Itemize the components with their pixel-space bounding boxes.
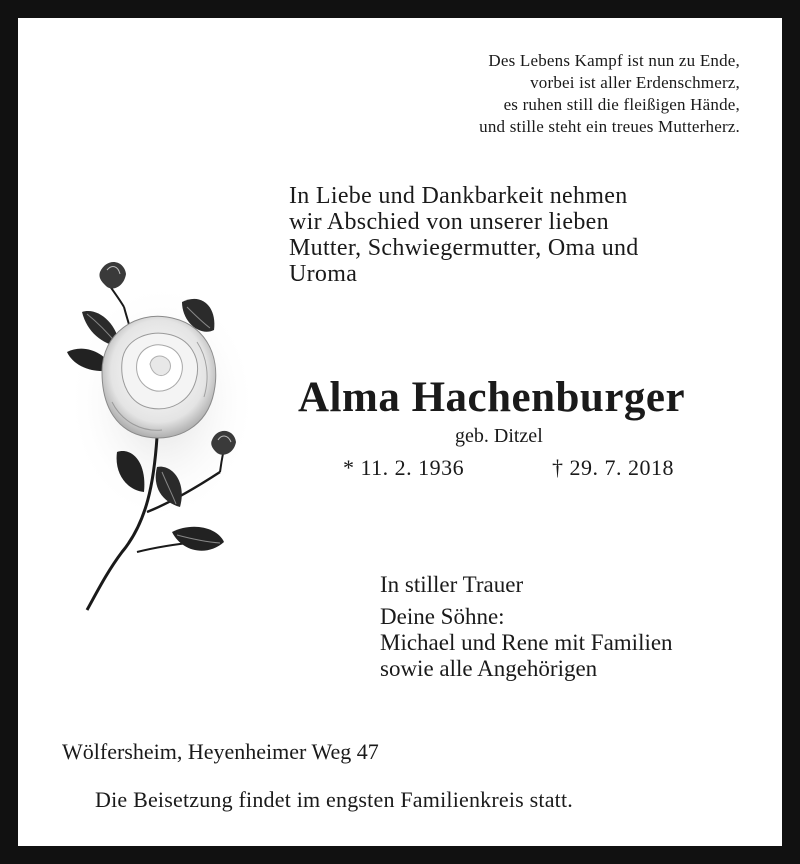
mourners-line: Deine Söhne: xyxy=(380,604,505,629)
farewell-intro xyxy=(289,183,639,287)
deceased-name: Alma Hachenburger xyxy=(298,374,686,421)
death-date: † 29. 7. 2018 xyxy=(552,455,674,480)
poem-line: es ruhen still die fleißigen Hände, xyxy=(503,95,740,114)
poem-verse xyxy=(479,50,740,138)
poem-line: und stille steht ein treues Mutterherz. xyxy=(479,117,740,136)
address: Wölfersheim, Heyenheimer Weg 47 xyxy=(62,739,379,764)
mourners-heading: In stiller Trauer xyxy=(380,572,524,597)
intro-line: In Liebe und Dankbarkeit nehmen xyxy=(289,183,628,209)
birth-date: * 11. 2. 1936 xyxy=(343,455,465,480)
poem-line: Des Lebens Kampf ist nun zu Ende, xyxy=(488,51,740,70)
mourners-line: sowie alle Angehörigen xyxy=(380,656,598,681)
mourners-block xyxy=(380,572,673,682)
intro-line: wir Abschied von unserer lieben xyxy=(289,209,609,235)
intro-line: Uroma xyxy=(289,261,358,287)
poem-line: vorbei ist aller Erdenschmerz, xyxy=(530,73,740,92)
funeral-note: Die Beisetzung findet im engsten Familienkreis statt. xyxy=(95,787,574,812)
mourners-line: Michael und Rene mit Familien xyxy=(380,630,673,655)
maiden-name: geb. Ditzel xyxy=(455,425,543,447)
rose-illustration xyxy=(62,252,262,617)
intro-line: Mutter, Schwiegermutter, Oma und xyxy=(289,235,639,261)
